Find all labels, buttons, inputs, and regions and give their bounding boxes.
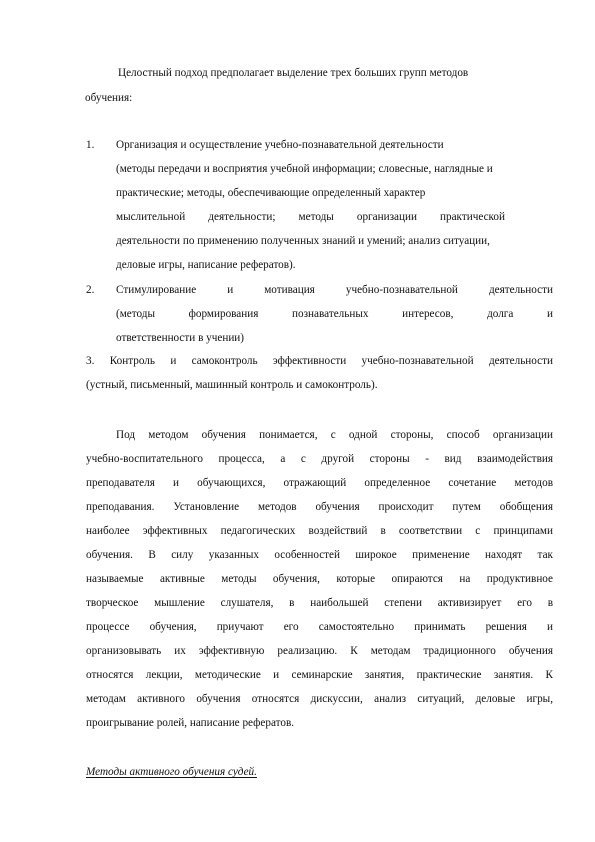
list-item-3-line: (устный, письменный, машинный контроль и самоконтроль).	[86, 379, 378, 391]
list-item-2-line: (методы формирования познавательных интересов, долга и	[116, 308, 553, 320]
list-item-1-line: практические; методы, обеспечивающие определенный характер	[116, 187, 426, 199]
paragraph-line: методам активного обучения относятся дискуссии, анализ ситуаций, деловые игры,	[86, 693, 553, 705]
list-item-3-title: 3. Контроль и самоконтроль эффективности учебно-познавательной деятельности	[86, 355, 553, 367]
list-item-1-title: Организация и осуществление учебно-познавательной деятельности	[116, 139, 444, 151]
list-item-1-line: деловые игры, написание рефератов).	[116, 259, 296, 271]
paragraph-line: Под методом обучения понимается, с одной стороны, способ организации	[116, 429, 553, 441]
list-item-1-line: мыслительной деятельности; методы организации практической	[116, 211, 505, 223]
list-item-1-line: деятельности по применению полученных знаний и умений; анализ ситуации,	[116, 235, 490, 247]
paragraph-line: учебно-воспитательного процесса, а с другой стороны - вид взаимодействия	[86, 453, 553, 465]
paragraph-line: обучения. В силу указанных особенностей широкое применение находят так	[86, 549, 553, 561]
intro-line-1: Целостный подход предполагает выделение трех больших групп методов	[118, 67, 469, 79]
list-item-2-line: ответственности в учении)	[116, 332, 245, 344]
paragraph-line: называемые активные методы обучения, которые опираются на продуктивное	[86, 573, 553, 585]
paragraph-line: относятся лекции, методические и семинарские занятия, практические занятия. К	[86, 669, 553, 681]
list-item-1-number: 1.	[86, 139, 95, 151]
paragraph-line: наиболее эффективных педагогических воздействий в соответствии с принципами	[86, 525, 553, 537]
paragraph-line: процессе обучения, приучают его самостоятельно принимать решения и	[86, 621, 553, 633]
list-item-2-number: 2.	[86, 284, 95, 296]
paragraph-line: творческое мышление слушателя, в наибольшей степени активизирует его в	[86, 597, 553, 609]
list-item-2-title: Стимулирование и мотивация учебно-познавательной деятельности	[116, 284, 553, 296]
section-heading: Методы активного обучения судей.	[86, 766, 257, 778]
paragraph-line: проигрывание ролей, написание рефератов.	[86, 717, 295, 729]
paragraph-line: преподавателя и обучающихся, отражающий определенное сочетание методов	[86, 477, 553, 489]
paragraph-line: преподавания. Установление методов обучения происходит путем обобщения	[86, 501, 553, 513]
intro-line-2: обучения:	[85, 92, 133, 104]
paragraph-line: организовывать их эффективную реализацию. К методам традиционного обучения	[86, 645, 553, 657]
list-item-1-line: (методы передачи и восприятия учебной информации; словесные, наглядные и	[116, 163, 493, 175]
